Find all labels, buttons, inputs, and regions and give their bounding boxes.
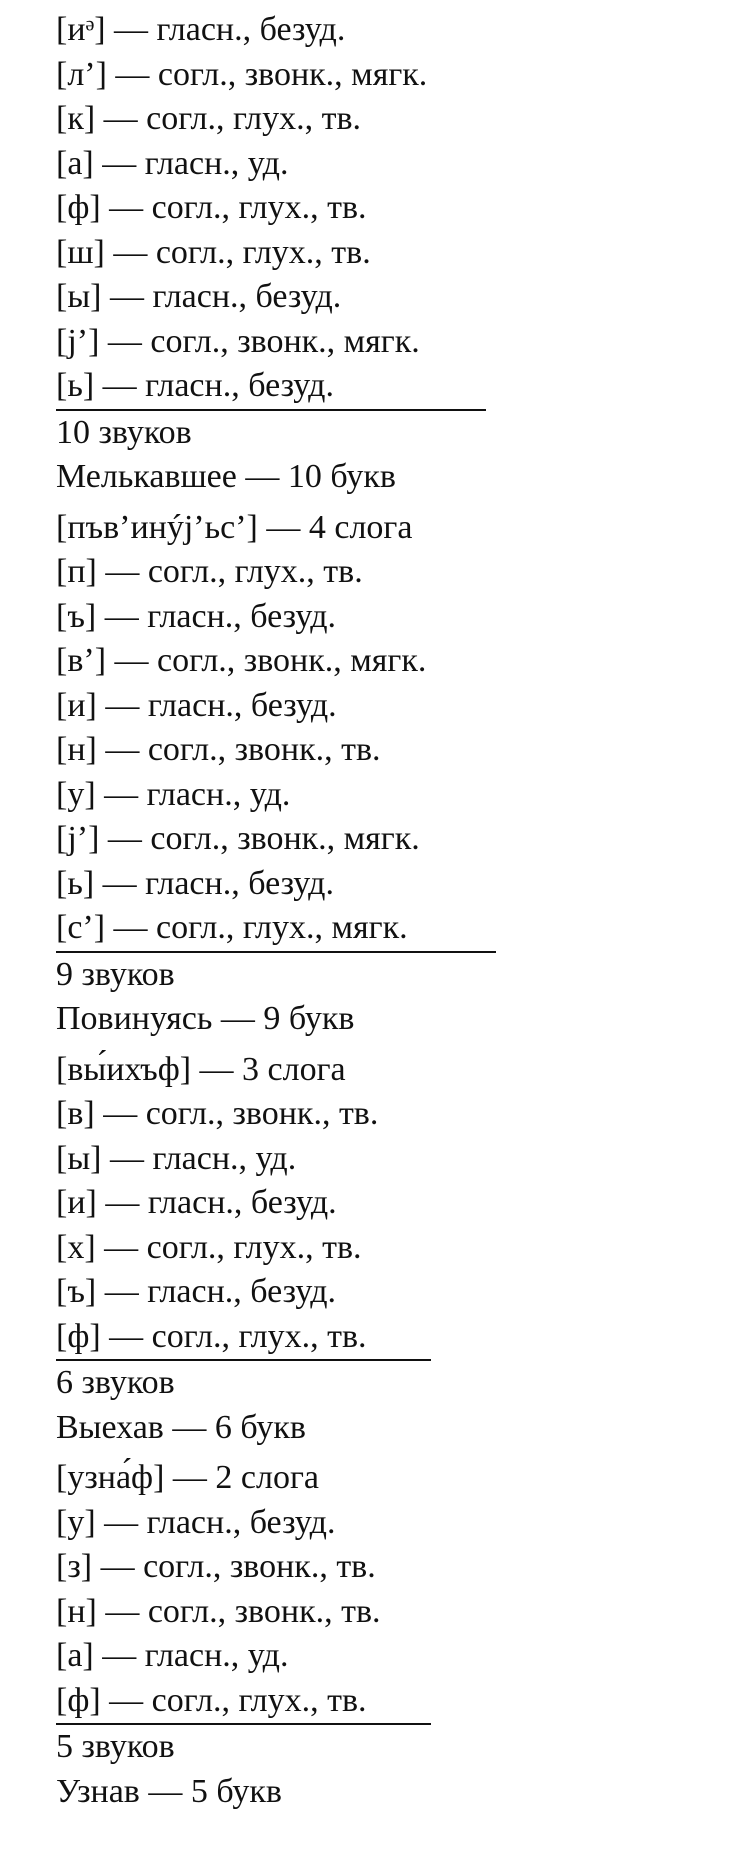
sound-line: [ф] — согл., глух., тв. <box>56 189 367 226</box>
transcription-header: [узна́ф] — 2 слога <box>56 1459 319 1496</box>
letter-count: Выехав — 6 букв <box>56 1408 306 1446</box>
sound-line: [и] — гласн., безуд. <box>56 1184 337 1221</box>
sound-line: [х] — согл., глух., тв. <box>56 1228 362 1266</box>
word-block-2 <box>56 506 730 1042</box>
sound-line: [л’] — согл., звонк., мягк. <box>56 55 428 93</box>
sound-count: 5 звуков <box>56 1728 175 1765</box>
word-block-1 <box>56 8 730 500</box>
sound-line: [ь] — гласн., безуд. <box>56 864 334 902</box>
sound-line: [ы] — гласн., уд. <box>56 1139 297 1177</box>
sound-line: [ъ] — гласн., безуд. <box>56 597 337 635</box>
sound-line: [j’] — согл., звонк., мягк. <box>56 820 420 857</box>
sound-line: [к] — согл., глух., тв. <box>56 100 362 137</box>
sound-line: [ъ] — гласн., безуд. <box>56 1273 337 1310</box>
sound-line: [ь] — гласн., безуд. <box>56 367 334 404</box>
transcription-header: [пъв’инýj’ьс’] — 4 слога <box>56 508 413 546</box>
sound-line: [у] — гласн., уд. <box>56 775 291 813</box>
sound-line: [j’] — согл., звонк., мягк. <box>56 322 420 360</box>
sound-line: [з] — согл., звонк., тв. <box>56 1548 376 1585</box>
sound-line: [н] — согл., звонк., тв. <box>56 1592 381 1630</box>
sound-line: [ф] — согл., глух., тв. <box>56 1317 367 1355</box>
letter-count: Повинуясь — 9 букв <box>56 1000 355 1037</box>
word-block-4 <box>56 1456 730 1814</box>
sound-count: 10 звуков <box>56 413 192 451</box>
sound-line: [ф] — согл., глух., тв. <box>56 1681 367 1719</box>
sound-line: [ы] — гласн., безуд. <box>56 278 342 315</box>
sound-count: 9 звуков <box>56 955 175 993</box>
sound-line: [н] — согл., звонк., тв. <box>56 731 381 768</box>
sound-line: [у] — гласн., безуд. <box>56 1503 336 1541</box>
sound-line: [в’] — согл., звонк., мягк. <box>56 642 427 679</box>
sound-count: 6 звуков <box>56 1364 175 1401</box>
letter-count: Мелькавшее — 10 букв <box>56 458 396 495</box>
sound-line: [и] — гласн., безуд. <box>56 686 337 724</box>
sound-line: [ш] — согл., глух., тв. <box>56 233 371 271</box>
transcription-header: [вы́ихъф] — 3 слога <box>56 1050 346 1088</box>
sound-line: [иᵊ] — гласн., безуд. <box>56 11 346 48</box>
sound-line: [а] — гласн., уд. <box>56 1637 289 1674</box>
sound-line: [п] — согл., глух., тв. <box>56 553 363 590</box>
word-block-3 <box>56 1048 730 1451</box>
sound-line: [с’] — согл., глух., мягк. <box>56 909 408 946</box>
sound-line: [в] — согл., звонк., тв. <box>56 1095 379 1132</box>
letter-count: Узнав — 5 букв <box>56 1772 282 1810</box>
sound-line: [а] — гласн., уд. <box>56 144 289 182</box>
